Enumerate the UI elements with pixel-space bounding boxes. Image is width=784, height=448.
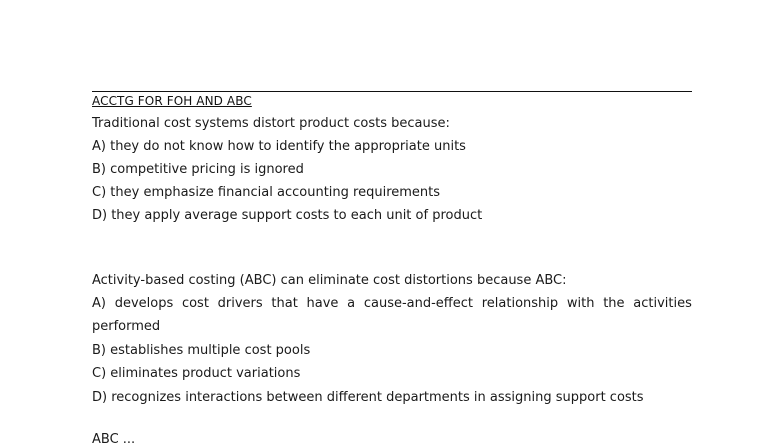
header-rule [92, 91, 692, 92]
question-2-stem: Activity-based costing (ABC) can eliminate cost distortions because ABC: [92, 273, 567, 288]
question-1-option-c: C) they emphasize financial accounting requirements [92, 185, 441, 200]
cut-off-line: ABC ... [92, 432, 136, 447]
question-1-stem: Traditional cost systems distort product costs because: [92, 116, 450, 131]
option-a-word: have [306, 296, 339, 311]
option-a-word: with [566, 296, 595, 311]
option-a-word: a [347, 296, 356, 311]
option-a-word: relationship [481, 296, 559, 311]
question-1-option-a: A) they do not know how to identify the appropriate units [92, 139, 466, 154]
question-2-option-a-line-1 [92, 296, 692, 312]
question-1-option-d: D) they apply average support costs to each unit of product [92, 208, 483, 223]
question-2-option-b: B) establishes multiple cost pools [92, 343, 311, 358]
option-a-word: cause-and-effect [363, 296, 474, 311]
question-1-option-b: B) competitive pricing is ignored [92, 162, 304, 177]
option-a-word: activities [633, 296, 692, 311]
option-a-word: cost [181, 296, 209, 311]
question-2-option-a-line-2: performed [92, 319, 161, 334]
option-a-word: develops [114, 296, 174, 311]
option-a-word: drivers [217, 296, 263, 311]
option-a-word: that [271, 296, 298, 311]
option-a-word: A) [92, 296, 106, 311]
section-heading: ACCTG FOR FOH AND ABC [92, 94, 252, 108]
question-2-option-c: C) eliminates product variations [92, 366, 301, 381]
option-a-word: the [603, 296, 625, 311]
document-page [92, 0, 692, 447]
question-2-option-d: D) recognizes interactions between different departments in assigning support costs [92, 390, 644, 405]
